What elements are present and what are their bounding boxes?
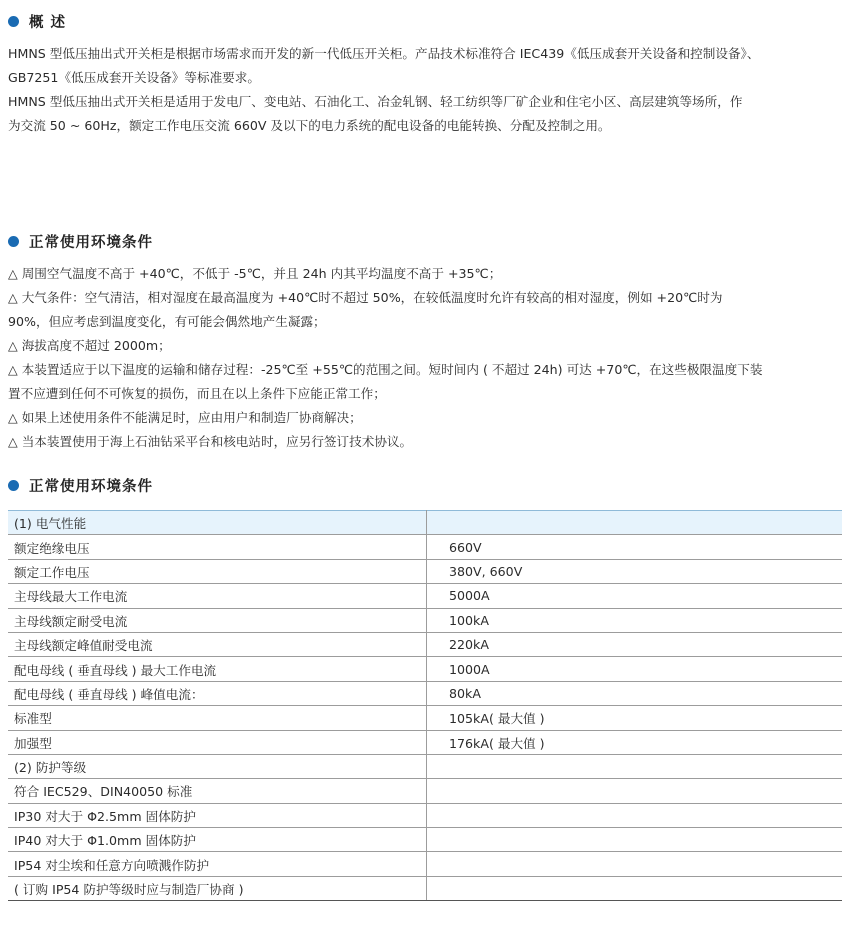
spec-title: 正常使用环境条件 <box>29 479 153 495</box>
spec-label-cell: 主母线额定耐受电流 <box>8 608 427 632</box>
environment-line: △ 周围空气温度不高于 +40℃，不低于 -5℃，并且 24h 内其平均温度不高于 +35℃； <box>8 266 502 281</box>
spec-value-cell: 5000A <box>427 584 843 608</box>
spec-value-cell <box>427 852 843 876</box>
spec-value-cell: 176kA( 最大值 ) <box>427 730 843 754</box>
table-row <box>8 608 842 632</box>
overview-text <box>8 42 844 138</box>
overview-line: 为交流 50 ~ 60Hz，额定工作电压交流 660V 及以下的电力系统的配电设备的电能转换、分配及控制之用。 <box>8 118 611 133</box>
table-row <box>8 584 842 608</box>
spec-value-cell <box>427 511 843 535</box>
table-row <box>8 803 842 827</box>
table-row <box>8 559 842 583</box>
spec-value-cell <box>427 754 843 778</box>
environment-line: 90%，但应考虑到温度变化，有可能会偶然地产生凝露； <box>8 314 326 329</box>
spec-label-cell: 主母线最大工作电流 <box>8 584 427 608</box>
spec-label-cell: (1) 电气性能 <box>8 511 427 535</box>
spec-value-cell: 100kA <box>427 608 843 632</box>
spec-label-cell: ( 订购 IP54 防护等级时应与制造厂协商 ) <box>8 876 427 900</box>
table-row <box>8 681 842 705</box>
spec-table <box>8 510 842 901</box>
spec-label-cell: IP54 对尘埃和任意方向喷溅作防护 <box>8 852 427 876</box>
table-row <box>8 511 842 535</box>
spec-label-cell: IP30 对大于 Φ2.5mm 固体防护 <box>8 803 427 827</box>
spec-value-cell: 660V <box>427 535 843 559</box>
bullet-dot-icon <box>8 480 19 491</box>
table-row <box>8 632 842 656</box>
spec-label-cell: 加强型 <box>8 730 427 754</box>
spec-value-cell: 105kA( 最大值 ) <box>427 706 843 730</box>
spec-label-cell: 配电母线 ( 垂直母线 ) 峰值电流： <box>8 681 427 705</box>
environment-text <box>8 262 844 454</box>
environment-line: △ 如果上述使用条件不能满足时，应由用户和制造厂协商解决； <box>8 410 362 425</box>
spec-value-cell: 220kA <box>427 632 843 656</box>
environment-title: 正常使用环境条件 <box>29 235 153 251</box>
overview-title: 概 述 <box>29 15 67 31</box>
environment-line: 置不应遭到任何不可恢复的损伤，而且在以上条件下应能正常工作； <box>8 386 386 401</box>
spec-label-cell: 主母线额定峰值耐受电流 <box>8 632 427 656</box>
spec-value-cell: 380V, 660V <box>427 559 843 583</box>
bullet-dot-icon <box>8 236 19 247</box>
table-row <box>8 730 842 754</box>
overview-line: HMNS 型低压抽出式开关柜是适用于发电厂、变电站、石油化工、冶金轧钢、轻工纺织等厂矿企业和住宅小区、高层建筑等场所，作 <box>8 94 743 109</box>
spec-label-cell: 额定绝缘电压 <box>8 535 427 559</box>
overview-heading <box>8 11 66 32</box>
table-row <box>8 657 842 681</box>
environment-line: △ 海拔高度不超过 2000m； <box>8 338 171 353</box>
spec-heading <box>8 475 153 496</box>
environment-line: △ 当本装置使用于海上石油钻采平台和核电站时，应另行签订技术协议。 <box>8 434 413 449</box>
table-row <box>8 779 842 803</box>
spec-label-cell: 配电母线 ( 垂直母线 ) 最大工作电流 <box>8 657 427 681</box>
spec-value-cell <box>427 828 843 852</box>
environment-line: △ 大气条件：空气清洁，相对湿度在最高温度为 +40℃时不超过 50%，在较低温度时允许有较高的相对湿度，例如 +20℃时为 <box>8 290 723 305</box>
spec-label-cell: 符合 IEC529、DIN40050 标准 <box>8 779 427 803</box>
spec-label-cell: IP40 对大于 Φ1.0mm 固体防护 <box>8 828 427 852</box>
spec-value-cell <box>427 876 843 900</box>
spec-label-cell: 标准型 <box>8 706 427 730</box>
overview-line: GB7251《低压成套开关设备》等标准要求。 <box>8 70 260 85</box>
spec-value-cell <box>427 779 843 803</box>
table-row <box>8 852 842 876</box>
spec-label-cell: (2) 防护等级 <box>8 754 427 778</box>
spec-label-cell: 额定工作电压 <box>8 559 427 583</box>
table-row <box>8 876 842 900</box>
spec-value-cell: 80kA <box>427 681 843 705</box>
bullet-dot-icon <box>8 16 19 27</box>
overview-line: HMNS 型低压抽出式开关柜是根据市场需求而开发的新一代低压开关柜。产品技术标准符合 IEC439《低压成套开关设备和控制设备》、 <box>8 46 760 61</box>
environment-heading <box>8 231 153 252</box>
spec-value-cell: 1000A <box>427 657 843 681</box>
environment-line: △ 本装置适应于以下温度的运输和储存过程：-25℃至 +55℃的范围之间。短时间内 ( 不超过 24h) 可达 +70℃，在这些极限温度下装 <box>8 362 763 377</box>
table-row <box>8 706 842 730</box>
table-row <box>8 828 842 852</box>
table-row <box>8 754 842 778</box>
spec-value-cell <box>427 803 843 827</box>
table-row <box>8 535 842 559</box>
